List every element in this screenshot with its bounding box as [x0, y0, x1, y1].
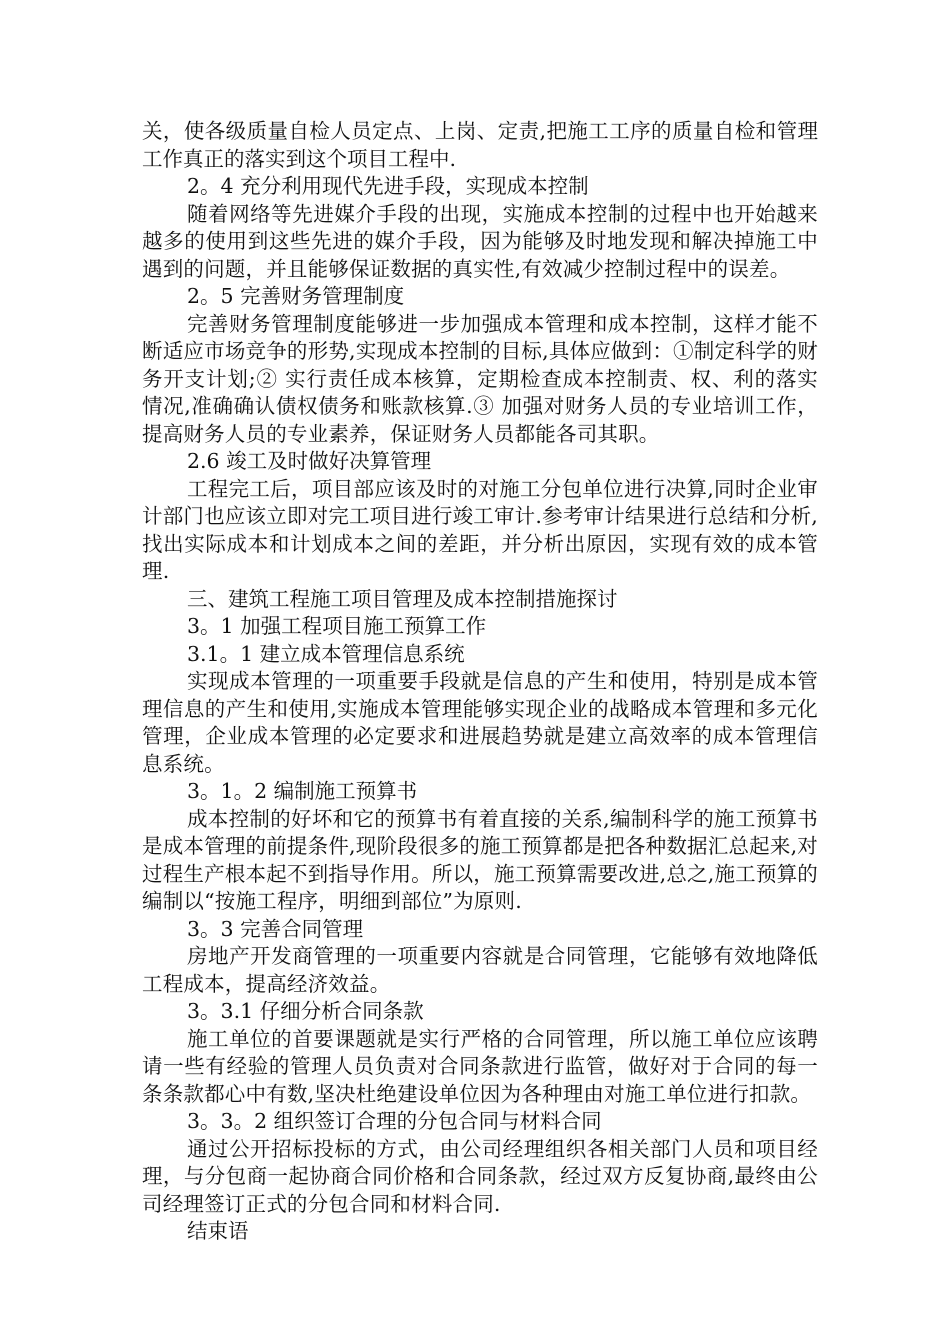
section-heading-3-1: 3。1 加强工程项目施工预算工作	[187, 614, 487, 638]
paragraph-3-3: 房地产开发商管理的一项重要内容就是合同管理，它能够有效地降低工程成本，提高经济效益。	[142, 944, 818, 996]
section-heading-3-1-1: 3.1。1 建立成本管理信息系统	[187, 641, 465, 666]
paragraph-2-6: 工程完工后，项目部应该及时的对施工分包单位进行决算,同时企业审计部门也应该立即对完工项目进行竣工审计.参考审计结果进行总结和分析,找出实际成本和计划成本之间的差距，并分析出原因，实现有效的成本管理.	[142, 476, 818, 583]
document-page	[142, 118, 818, 1246]
paragraph-3-1-1: 实现成本管理的一项重要手段就是信息的产生和使用，特别是成本管理信息的产生和使用,实施成本管理能够实现企业的战略成本管理和多元化管理，企业成本管理的必定要求和进展趋势就是建立高效率的成本管理信息系统。	[142, 669, 818, 776]
paragraph-3-1-2: 成本控制的好坏和它的预算书有着直接的关系,编制科学的施工预算书是成本管理的前提条件,现阶段很多的施工预算都是把各种数据汇总起来,对过程生产根本起不到指导作用。所以，施工预算需要改进,总之,施工预算的编制以“按施工程序，明细到部位”为原则.	[142, 806, 818, 913]
paragraph-2-4: 随着网络等先进媒介手段的出现，实施成本控制的过程中也开始越来越多的使用到这些先进的媒介手段，因为能够及时地发现和解决掉施工中遇到的问题，并且能够保证数据的真实性,有效减少控制过程中的误差。	[142, 201, 818, 281]
section-heading-3-1-2: 3。1。2 编制施工预算书	[187, 779, 418, 803]
paragraph-continuation: 关，使各级质量自检人员定点、上岗、定责,把施工工序的质量自检和管理工作真正的落实到这个项目工程中.	[142, 119, 818, 171]
paragraph-3-3-2: 通过公开招标投标的方式，由公司经理组织各相关部门人员和项目经理，与分包商一起协商合同价格和合同条款，经过双方反复协商,最终由公司经理签订正式的分包合同和材料合同.	[142, 1136, 818, 1216]
section-heading-3-3-2: 3。3。2 组织签订合理的分包合同与材料合同	[187, 1109, 602, 1133]
section-heading-3-3-1: 3。3.1 仔细分析合同条款	[187, 999, 424, 1023]
section-heading-2-4: 2。4 充分利用现代先进手段，实现成本控制	[187, 174, 589, 198]
paragraph-3-3-1: 施工单位的首要课题就是实行严格的合同管理，所以施工单位应该聘请一些有经验的管理人员负责对合同条款进行监管，做好对于合同的每一条条款都心中有数,坚决杜绝建设单位因为各种理由对施工单位进行扣款。	[142, 1026, 818, 1106]
chapter-heading-3: 三、建筑工程施工项目管理及成本控制措施探讨	[187, 586, 618, 611]
section-heading-2-6: 2.6 竣工及时做好决算管理	[187, 449, 432, 473]
paragraph-2-5: 完善财务管理制度能够进一步加强成本管理和成本控制，这样才能不断适应市场竞争的形势,实现成本控制的目标,具体应做到：①制定科学的财务开支计划;② 实行责任成本核算，定期检查成本控制责、权、利的落实情况,准确确认债权债务和账款核算.③ 加强对财务人员的专业培训工作，提高财务人员的专业素养，保证财务人员都能各司其职。	[142, 311, 818, 446]
conclusion-heading: 结束语	[187, 1219, 249, 1243]
section-heading-3-3: 3。3 完善合同管理	[187, 916, 364, 941]
section-heading-2-5: 2。5 完善财务管理制度	[187, 284, 405, 308]
